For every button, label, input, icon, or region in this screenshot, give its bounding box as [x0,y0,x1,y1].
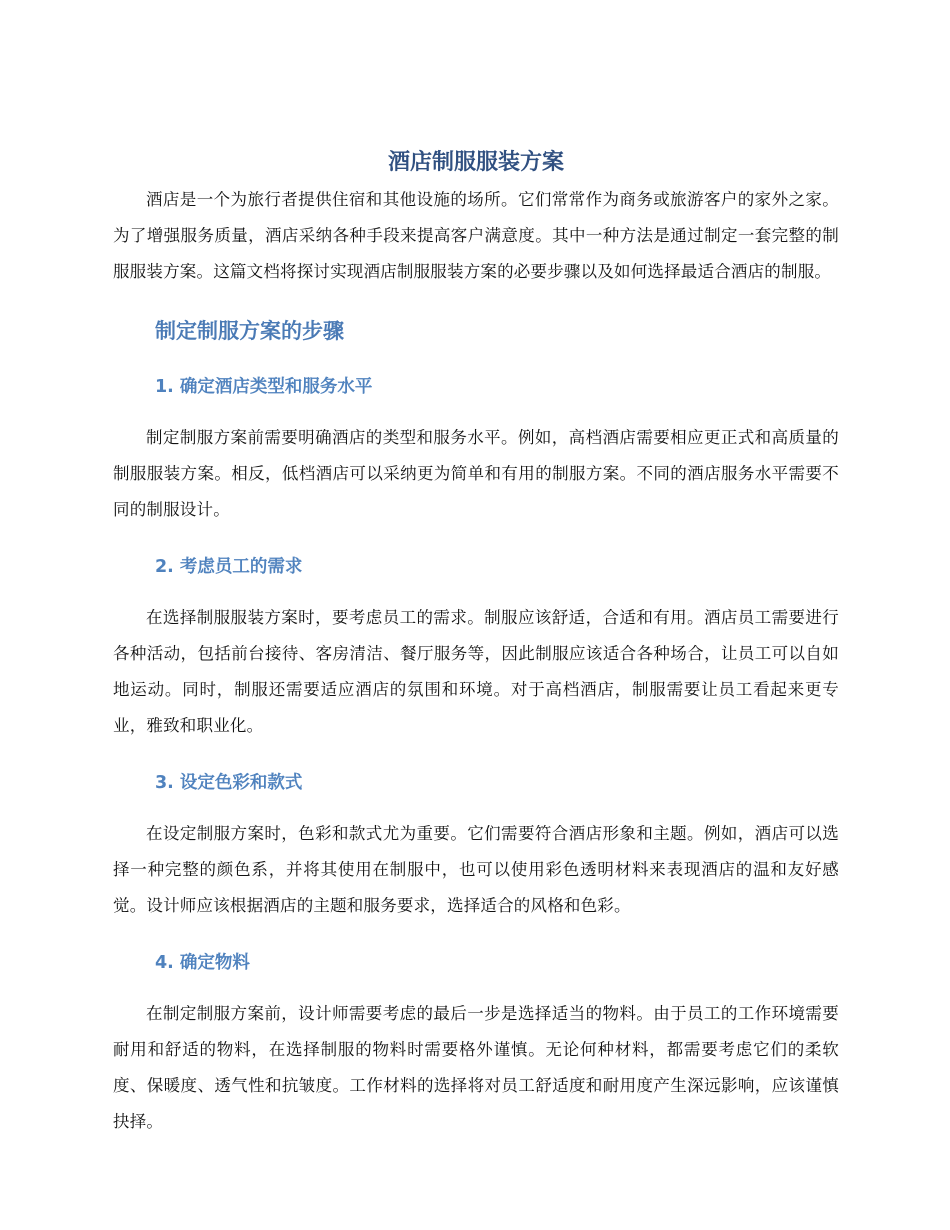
step-body-1: 制定制服方案前需要明确酒店的类型和服务水平。例如，高档酒店需要相应更正式和高质量的制服服装方案。相反，低档酒店可以采纳更为简单和有用的制服方案。不同的酒店服务水平需要不同的制服设计。 [113,428,839,519]
intro-paragraph: 酒店是一个为旅行者提供住宿和其他设施的场所。它们常常作为商务或旅游客户的家外之家。为了增强服务质量，酒店采纳各种手段来提高客户满意度。其中一种方法是通过制定一套完整的制服服装方案。这篇文档将探讨实现酒店制服服装方案的必要步骤以及如何选择最适合酒店的制服。 [113,190,839,281]
step-heading-3: 3. 设定色彩和款式 [155,773,303,793]
step-body-4: 在制定制服方案前，设计师需要考虑的最后一步是选择适当的物料。由于员工的工作环境需要耐用和舒适的物料，在选择制服的物料时需要格外谨慎。无论何种材料，都需要考虑它们的柔软度、保暖度、透气性和抗皱度。工作材料的选择将对员工舒适度和耐用度产生深远影响，应该谨慎抉择。 [113,1004,839,1131]
step-body-2: 在选择制服服装方案时，要考虑员工的需求。制服应该舒适，合适和有用。酒店员工需要进行各种活动，包括前台接待、客房清洁、餐厅服务等，因此制服应该适合各种场合，让员工可以自如地运动。同时，制服还需要适应酒店的氛围和环境。对于高档酒店，制服需要让员工看起来更专业，雅致和职业化。 [113,608,839,735]
step-heading-2: 2. 考虑员工的需求 [155,557,303,577]
step-body-3: 在设定制服方案时，色彩和款式尤为重要。它们需要符合酒店形象和主题。例如，酒店可以选择一种完整的颜色系，并将其使用在制服中，也可以使用彩色透明材料来表现酒店的温和友好感觉。设计师应该根据酒店的主题和服务要求，选择适合的风格和色彩。 [113,824,839,915]
section-heading: 制定制服方案的步骤 [155,319,344,343]
document-page [113,148,839,1140]
step-heading-1: 1. 确定酒店类型和服务水平 [155,377,373,397]
step-heading-4: 4. 确定物料 [155,953,250,973]
document-title: 酒店制服服装方案 [387,150,564,175]
